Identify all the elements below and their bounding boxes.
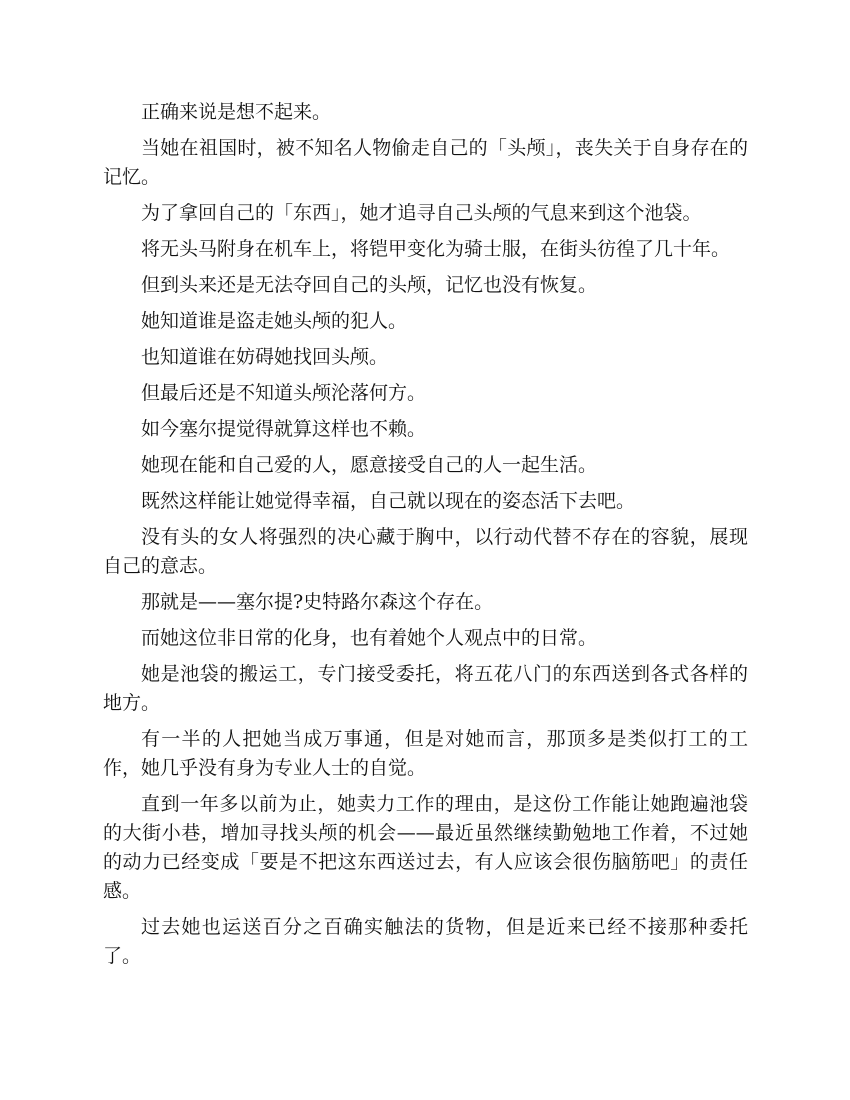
paragraph: 那就是——塞尔提?史特路尔森这个存在。	[141, 591, 494, 613]
paragraph: 有一半的人把她当成万事通，但是对她而言，那顶多是类似打工的工作，她几乎没有身为专业人士的自觉。	[103, 728, 748, 779]
paragraph: 她现在能和自己爱的人，愿意接受自己的人一起生活。	[141, 454, 598, 476]
paragraph: 没有头的女人将强烈的决心藏于胸中，以行动代替不存在的容貌，展现自己的意志。	[103, 526, 748, 577]
paragraph: 直到一年多以前为止，她卖力工作的理由，是这份工作能让她跑遍池袋的大街小巷，增加寻找头颅的机会——最近虽然继续勤勉地工作着，不过她的动力已经变成「要是不把这东西送过去，有人应该会很伤脑筋吧」的责任感。	[103, 793, 748, 902]
paragraph: 过去她也运送百分之百确实触法的货物，但是近来已经不接那种委托了。	[103, 916, 748, 967]
paragraph: 她是池袋的搬运工，专门接受委托，将五花八门的东西送到各式各样的地方。	[103, 663, 748, 714]
paragraph: 而她这位非日常的化身，也有着她个人观点中的日常。	[141, 627, 598, 649]
paragraph: 但到头来还是无法夺回自己的头颅，记忆也没有恢复。	[141, 274, 598, 296]
paragraph: 当她在祖国时，被不知名人物偷走自己的「头颅」，丧失关于自身存在的记忆。	[103, 137, 748, 188]
paragraph: 她知道谁是盗走她头颅的犯人。	[141, 310, 408, 332]
paragraph: 既然这样能让她觉得幸福，自己就以现在的姿态活下去吧。	[141, 490, 636, 512]
paragraph: 正确来说是想不起来。	[141, 101, 332, 123]
paragraph: 将无头马附身在机车上，将铠甲变化为骑士服，在街头彷徨了几十年。	[141, 238, 731, 260]
paragraph: 如今塞尔提觉得就算这样也不赖。	[141, 418, 427, 440]
body-text	[103, 98, 748, 978]
paragraph: 但最后还是不知道头颅沦落何方。	[141, 382, 427, 404]
paragraph: 也知道谁在妨碍她找回头颅。	[141, 346, 389, 368]
paragraph: 为了拿回自己的「东西」，她才追寻自己头颅的气息来到这个池袋。	[141, 202, 702, 224]
